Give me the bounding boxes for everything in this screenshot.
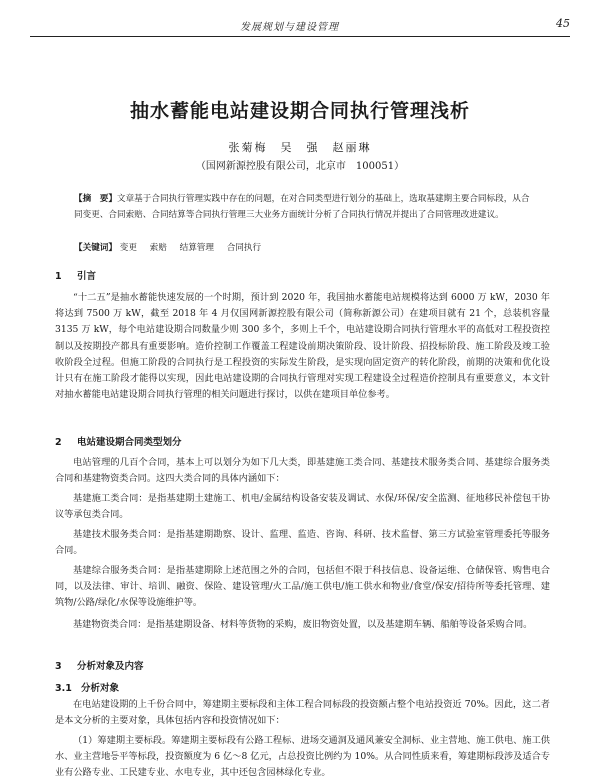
section-title: 电站建设期合同类型划分 [77, 437, 182, 448]
paragraph-construction-contracts: 基建施工类合同：是指基建期土建施工、机电/金属结构设备安装及调试、水保/环保/安全监测、征地移民补偿包干协议等承包类合同。 [55, 493, 550, 521]
page-number: 45 [556, 17, 570, 30]
section-title: 分析对象 [81, 683, 120, 694]
paragraph-contract-types: 电站管理的几百个合同，基本上可以划分为如下几大类，即基建施工类合同、基建技术服务类合同、基建综合服务类合同和基建物资类合同。这四大类合同的具体内涵如下： [55, 457, 550, 485]
keywords-label: 【关键词】 [74, 243, 117, 253]
keyword: 合同执行 [226, 243, 262, 253]
journal-name: 发展规划与建设管理 [240, 22, 339, 33]
paragraph-analysis-object: 在电站建设期的上千份合同中，筹建期主要标段和主体工程合同标段的投资额占整个电站投资近 70%。因此，这二者是本文分析的主要对象，具体包括内容和投资情况如下： [55, 699, 550, 727]
article-title: 抽水蓄能电站建设期合同执行管理浅析 [129, 100, 470, 122]
affiliation: （国网新源控股有限公司，北京市 100051） [195, 161, 405, 172]
abstract [74, 191, 532, 223]
paragraph-general-service-contracts: 基建综合服务类合同：是指基建期除上述范围之外的合同，包括但不限于科技信息、设备运维、仓储保管、购售电合同，以及法律、审计、培训、融资、保险、建设管理/火工品/施工供电/施工供水和物业/食堂/保安/招待所等委托管理、建筑物/公路/绿化/水保等设施维护等。 [55, 565, 550, 609]
section-heading-2 [55, 434, 182, 448]
paragraph-intro: “十二五”是抽水蓄能快速发展的一个时期，预计到 2020 年，我国抽水蓄能电站规模将达到 6000 万 kW，2030 年将达到 7500 万 kW，截至 2018 年 4 月仅国网新源控股有限公司（简称新源公司）在建项目就有 21 个，总装机容量 3135 万 kW，每个电站建设期合同数量少则 300 多个，多则上千个，电站建设期合同执行管理水平的高低对工程投资控制以及按期投产都具有重要影响。造价控制工作覆盖工程建设前期决策阶段、设计阶段、招投标阶段、施工阶段及竣工验收阶段全过程。但施工阶段的合同执行是工程投资的实际发生阶段，是实现向固定资产的转化阶段，前期的决策和优化设计只有在施工阶段才能得以实现，因此电站建设期的合同执行管理对实现工程建设全过程造价控制具有重要意义，本文针对抽水蓄能电站建设期合同执行管理的相关问题进行探讨，以供在建项目单位参考。 [55, 292, 550, 401]
section-title: 引言 [77, 271, 97, 282]
section-number: 3 [55, 661, 62, 672]
section-number: 2 [55, 437, 62, 448]
keyword: 结算管理 [179, 243, 214, 253]
abstract-label: 【摘 要】 [74, 194, 117, 204]
paragraph-preparation-sections: （1）筹建期主要标段。筹建期主要标段有公路工程标、进场交通洞及通风兼安全洞标、业主营地、施工供电、施工供水、业主营地등平等标段，投资额度为 6 亿～8 亿元，占总投资比例约为 10%。从合同性质来看，筹建期标段涉及适合专业有公路专业、工民建专业、水电专业，其中还包含园林绿化专业。 [55, 735, 550, 779]
section-heading-1 [55, 268, 96, 282]
paragraph-tech-service-contracts: 基建技术服务类合同：是指基建期勘察、设计、监理、监造、咨询、科研、技术监督、第三方试验室管理委托等服务合同。 [55, 529, 550, 557]
paragraph-material-contracts: 基建物资类合同：是指基建期设备、材料等货物的采购，废旧物资处置，以及基建期车辆、船舶等设备采购合同。 [73, 619, 533, 630]
keyword: 变更 [119, 243, 137, 253]
section-number: 3.1 [55, 683, 72, 694]
keyword: 索赔 [149, 243, 167, 253]
authors: 张菊梅 吴 强 赵丽琳 [228, 141, 372, 154]
section-number: 1 [55, 271, 62, 282]
page-header [30, 16, 570, 37]
keywords [74, 240, 532, 256]
subsection-heading-3-1 [55, 680, 119, 694]
section-heading-3 [55, 658, 144, 672]
section-title: 分析对象及内容 [77, 661, 144, 672]
abstract-text: 文章基于合同执行管理实践中存在的问题，在对合同类型进行划分的基础上，选取基建期主要合同标段，从合同变更、合同索赔、合同结算等合同执行管理三大业务方面统计分析了合同执行情况并提出了合同管理改进建议。 [74, 194, 530, 220]
